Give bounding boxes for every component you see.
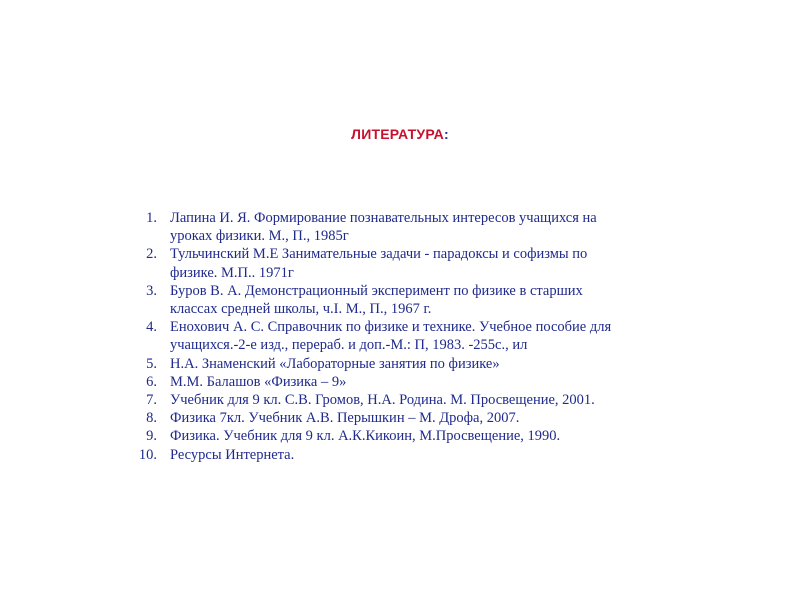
reference-text: уроках физики. М., П., 1985г bbox=[170, 228, 349, 245]
reference-text: учащихся.-2-е изд., перераб. и доп.-М.: П, 1983. -255с., ил bbox=[170, 337, 528, 354]
reference-item bbox=[130, 209, 670, 245]
reference-text: физике. М.П.. 1971г bbox=[170, 264, 294, 281]
reference-text: классах средней школы, ч.I. М., П., 1967 г. bbox=[170, 301, 432, 318]
slide-title-word: ЛИТЕРАТУРА bbox=[351, 126, 444, 142]
reference-item bbox=[130, 391, 670, 409]
reference-text: М.М. Балашов «Физика – 9» bbox=[170, 373, 347, 390]
reference-text: Буров В. А. Демонстрационный эксперимент по физике в старших bbox=[170, 282, 583, 299]
reference-item bbox=[130, 355, 670, 373]
reference-number: 10. bbox=[138, 446, 157, 463]
reference-number: 6. bbox=[146, 373, 157, 390]
reference-text: Енохович А. С. Справочник по физике и технике. Учебное пособие для bbox=[170, 319, 612, 336]
reference-text: Тульчинский М.Е Занимательные задачи - парадоксы и софизмы по bbox=[170, 246, 588, 263]
slide-title-colon: : bbox=[443, 126, 449, 142]
reference-item bbox=[130, 446, 670, 464]
reference-number: 9. bbox=[146, 428, 157, 445]
reference-text: Учебник для 9 кл. С.В. Громов, Н.А. Родина. М. Просвещение, 2001. bbox=[170, 392, 595, 409]
slide-title bbox=[0, 126, 800, 142]
reference-list bbox=[130, 209, 670, 464]
reference-number: 1. bbox=[146, 210, 157, 226]
reference-item bbox=[130, 318, 670, 354]
reference-number: 4. bbox=[146, 319, 157, 336]
reference-number: 5. bbox=[146, 355, 157, 372]
reference-text: Н.А. Знаменский «Лабораторные занятия по физике» bbox=[170, 355, 500, 372]
reference-item bbox=[130, 373, 670, 391]
reference-number: 3. bbox=[146, 282, 157, 299]
reference-item bbox=[130, 427, 670, 445]
reference-text: Лапина И. Я. Формирование познавательных интересов учащихся на bbox=[170, 210, 597, 226]
reference-text: Физика. Учебник для 9 кл. А.К.Кикоин, М.Просвещение, 1990. bbox=[170, 428, 561, 445]
reference-item bbox=[130, 245, 670, 281]
reference-item bbox=[130, 282, 670, 318]
reference-number: 2. bbox=[146, 246, 157, 263]
reference-number: 7. bbox=[146, 392, 157, 409]
reference-text: Физика 7кл. Учебник А.В. Перышкин – М. Дрофа, 2007. bbox=[170, 410, 520, 427]
reference-number: 8. bbox=[146, 410, 157, 427]
reference-item bbox=[130, 409, 670, 427]
reference-text: Ресурсы Интернета. bbox=[170, 446, 295, 463]
